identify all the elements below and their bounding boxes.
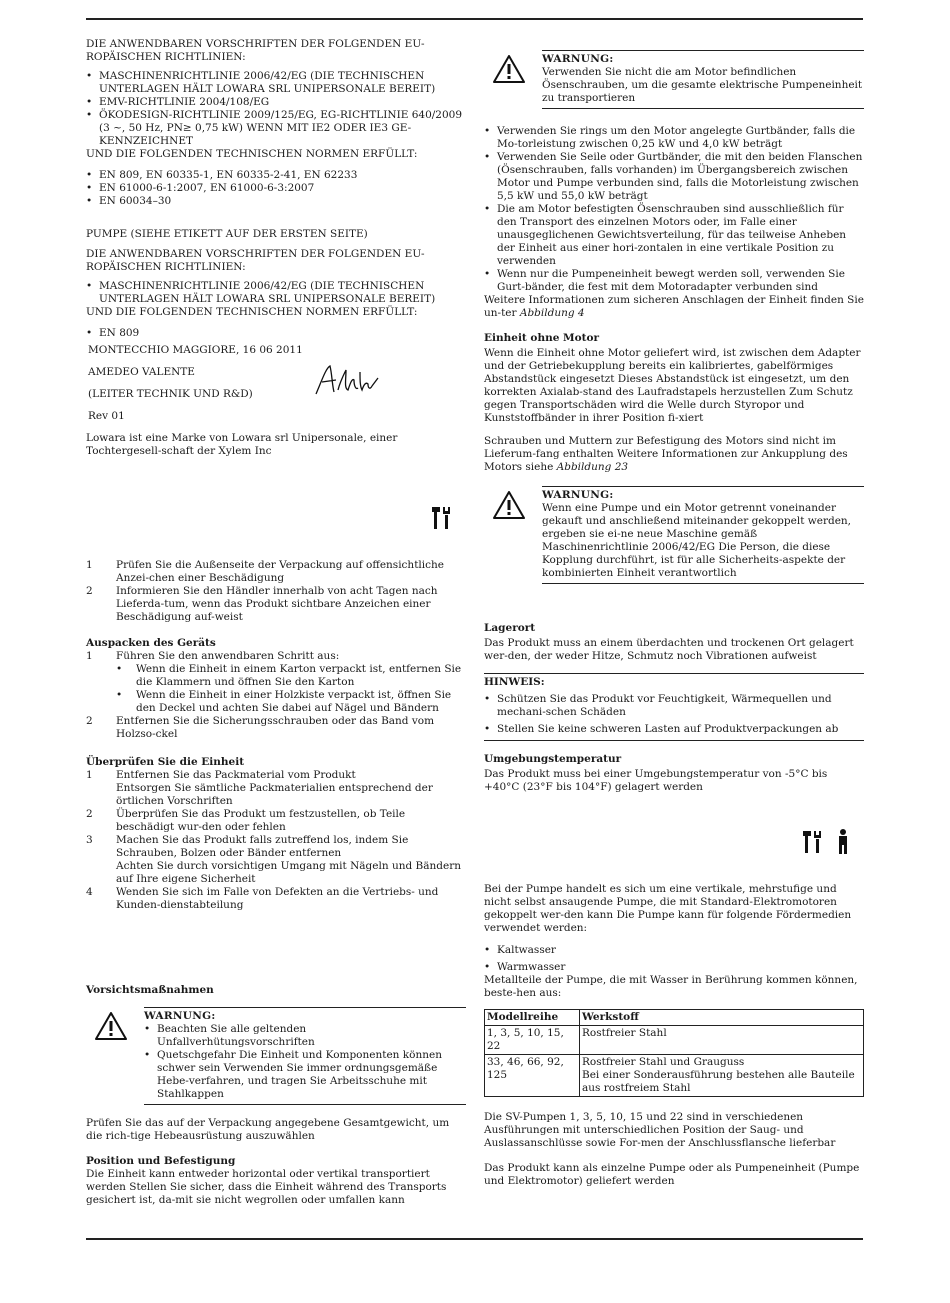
decl1-item: ÖKODESIGN-RICHTLINIE 2009/125/EG, EG-RICHTLINIE 640/2009 (3 ~, 50 Hz, PN≥ 0,75 kW) WENN MIT IE2 ODER IE3 GE-KENNZEICHNET xyxy=(99,109,463,147)
screws-text xyxy=(484,435,864,474)
position-text: Die Einheit kann entweder horizontal oder vertikal transportiert werden Stellen Sie sicher, dass die Einheit während des Transports gesichert ist, da-mit sie nicht wegrollen oder umfallen kann xyxy=(86,1168,447,1206)
ambient-heading: Umgebungstemperatur xyxy=(484,753,622,765)
list-item xyxy=(86,769,466,808)
unpack-heading: Auspacken des Geräts xyxy=(86,637,216,649)
position-heading: Position und Befestigung xyxy=(86,1155,236,1167)
left-column-lower xyxy=(86,559,466,912)
note-title: HINWEIS: xyxy=(484,676,545,688)
step-text: Entfernen Sie die Sicherungsschrauben oder das Band vom Holzso-ckel xyxy=(116,715,435,740)
lift-item: Verwenden Sie Seile oder Gurtbänder, die mit den beiden Flanschen (Ösenschrauben, falls vorhanden) im Übergangsbereich zwischen Motor und Pumpe verbunden sind, falls die Motorleistung zwischen 5,5 kW und 55,0 kW beträgt xyxy=(497,151,863,202)
list-item: 2 Entfernen Sie die Sicherungsschrauben oder das Band vom Holzso-ckel xyxy=(86,715,435,740)
column-header: Modellreihe xyxy=(485,1010,580,1026)
list-item xyxy=(86,96,466,109)
metal-text: Metallteile der Pumpe, die mit Wasser in Berührung kommen können, beste-hen aus: xyxy=(484,974,858,999)
tools-icon xyxy=(803,829,825,855)
list-item xyxy=(484,693,864,719)
supply-text: Das Produkt kann als einzelne Pumpe oder als Pumpeneinheit (Pumpe und Elektromotor) geliefert werden xyxy=(484,1162,860,1187)
media-item: Kaltwasser xyxy=(497,944,556,956)
step-text: Machen Sie das Produkt falls zutreffend los, indem Sie Schrauben, Bolzen oder Bänder entfernen xyxy=(116,834,409,859)
signer-role: (LEITER TECHNIK UND R&D) xyxy=(88,388,253,400)
list-item xyxy=(86,70,466,96)
list-item xyxy=(86,195,466,208)
decl1-item: MASCHINENRICHTLINIE 2006/42/EG (DIE TECHNISCHEN UNTERLAGEN HÄLT LOWARA SRL UNIPERSONALE BEREIT) xyxy=(99,70,436,95)
variants-text: Die SV-Pumpen 1, 3, 5, 10, 15 und 22 sind in verschiedenen Ausführungen mit unterschiedlichen Position der Saug- und Auslassanschlüsse sowie For-men der Anschlussflansche lieferbar xyxy=(484,1111,836,1149)
nomotor-text: Wenn die Einheit ohne Motor geliefert wird, ist zwischen dem Adapter und der Getriebekupplung bereits ein kalibriertes, gabelförmiges Abstandstück eingesetzt Dieses Abstandstück ist eingesetzt, um den korrekten Axialab-stand des Laufradstapels herzustellen Zum Schutz gegen Transportschäden wird die Welle durch Styropor und Kunststoffbänder in ihrer Position fi-xiert xyxy=(484,347,861,424)
step-text: Überprüfen Sie das Produkt um festzustellen, ob Teile beschädigt wur-den oder fehlen xyxy=(116,808,406,833)
table-cell: Rostfreier Stahl xyxy=(580,1026,864,1055)
figure-ref-link[interactable]: Abbildung 23 xyxy=(556,461,629,473)
top-rule xyxy=(86,18,863,20)
weight-note: Prüfen Sie das auf der Verpackung angegebene Gesamtgewicht, um die rich-tige Hebeausrüstung auszuwählen xyxy=(86,1117,450,1142)
decl2-intro: DIE ANWENDBAREN VORSCHRIFTEN DER FOLGENDEN EU-ROPÄISCHEN RICHTLINIEN: xyxy=(86,248,425,273)
list-item xyxy=(86,834,466,886)
table-row xyxy=(485,1055,864,1097)
list-item xyxy=(86,585,466,624)
lift-more-text xyxy=(484,294,864,320)
warning-icon xyxy=(492,54,526,84)
step-extra: Entsorgen Sie sämtliche Packmaterialien entsprechend der örtlichen Vorschriften xyxy=(116,782,433,807)
note-box xyxy=(484,673,864,741)
inspect-heading: Überprüfen Sie die Einheit xyxy=(86,756,245,768)
warning-item: Beachten Sie alle geltenden Unfallverhütungsvorschriften xyxy=(157,1023,315,1048)
figure-ref-link[interactable]: Abbildung 4 xyxy=(519,307,585,319)
list-item xyxy=(144,1023,466,1049)
table-row xyxy=(485,1026,864,1055)
norm-item: EN 61000-6-1:2007, EN 61000-6-3:2007 xyxy=(99,182,315,194)
precautions-section xyxy=(86,984,466,1207)
note-item: Schützen Sie das Produkt vor Feuchtigkeit, Wärmequellen und mechani-schen Schäden xyxy=(497,693,832,718)
step-number: 2 xyxy=(86,808,93,820)
norm-item: EN 60034–30 xyxy=(99,195,172,207)
signature-image xyxy=(312,360,382,400)
step-text: Entfernen Sie das Packmaterial vom Produkt xyxy=(116,769,356,781)
warning-box xyxy=(86,1007,466,1105)
left-column xyxy=(86,38,466,458)
storage-section xyxy=(484,622,864,794)
warning-title: WARNUNG: xyxy=(542,53,614,65)
material-table xyxy=(484,1009,864,1097)
decl1-intro: DIE ANWENDBAREN VORSCHRIFTEN DER FOLGENDEN EU-ROPÄISCHEN RICHTLINIEN: xyxy=(86,38,425,63)
sub-step-text: Wenn die Einheit in einer Holzkiste verpackt ist, öffnen Sie den Deckel und achten Sie dabei auf Nägel und Bändern xyxy=(136,689,452,714)
material-main: Rostfreier Stahl und Grauguss xyxy=(582,1056,745,1068)
list-item xyxy=(86,327,466,340)
step-extra: Achten Sie durch vorsichtigen Umgang mit Nägeln und Bändern auf Ihre eigene Sicherheit xyxy=(116,860,461,885)
list-item xyxy=(484,151,864,203)
norm-item: EN 809, EN 60335-1, EN 60335-2-41, EN 62233 xyxy=(99,169,358,181)
warning-text: Verwenden Sie nicht die am Motor befindlichen Ösenschrauben, um die gesamte elektrische Pumpeneinheit zu transportieren xyxy=(542,66,863,104)
storage-text: Das Produkt muss an einem überdachten und trockenen Ort gelagert wer-den, der weder Hitze, Schmutz noch Vibrationen aufweist xyxy=(484,637,854,662)
tools-icon xyxy=(432,505,454,531)
lift-item: Verwenden Sie rings um den Motor angelegte Gurtbänder, falls die Mo-torleistung zwischen 0,25 kW und 4,0 kW beträgt xyxy=(497,125,856,150)
brand-note: Lowara ist eine Marke von Lowara srl Unipersonale, einer Tochtergesell-schaft der Xylem Inc xyxy=(86,432,398,457)
storage-heading: Lagerort xyxy=(484,622,536,634)
warning-text: Wenn eine Pumpe und ein Motor getrennt voneinander gekauft und anschließend miteinander gekoppelt werden, ergeben sie ei-ne neue Maschine gemäß Maschinenrichtlinie 2006/42/EG Die Person, die diese Kopplung durchführt, ist für alle Sicherheits-aspekte der kombinierten Einheit verantwortlich xyxy=(542,502,852,579)
list-item xyxy=(86,280,466,306)
warning-box xyxy=(484,486,864,584)
table-cell xyxy=(580,1055,864,1097)
list-item xyxy=(86,559,466,585)
ambient-text: Das Produkt muss bei einer Umgebungstemperatur von -5°C bis +40°C (23°F bis 104°F) gelagert werden xyxy=(484,768,828,793)
step-number: 1 xyxy=(86,769,93,781)
step-text: Informieren Sie den Händler innerhalb von acht Tagen nach Lieferda-tum, wenn das Produkt sichtbare Anzeichen einer Beschädigung auf-weist xyxy=(116,585,438,623)
lift-more: Weitere Informationen zum sicheren Anschlagen der Einheit finden Sie un-ter xyxy=(484,294,864,319)
step-number: 4 xyxy=(86,886,93,898)
right-column xyxy=(484,50,864,584)
list-item xyxy=(484,961,864,974)
list-item xyxy=(484,125,864,151)
step-number: 2 xyxy=(86,585,93,597)
list-item xyxy=(86,182,466,195)
table-cell: 33, 46, 66, 92, 125 xyxy=(485,1055,580,1097)
list-item: 1 Führen Sie den anwendbaren Schritt aus: xyxy=(86,650,340,662)
step-number: 1 xyxy=(86,559,93,571)
list-item xyxy=(484,203,864,268)
decl1-norms-intro: UND DIE FOLGENDEN TECHNISCHEN NORMEN ERFÜLLT: xyxy=(86,148,418,160)
list-item xyxy=(484,268,864,294)
precaution-heading: Vorsichtsmaßnahmen xyxy=(86,984,214,996)
list-item xyxy=(86,689,466,715)
list-item xyxy=(144,1049,466,1101)
warning-item: Quetschgefahr Die Einheit und Komponenten können schwer sein Verwenden Sie immer ordnungsgemäße Hebe-verfahren, und tragen Sie Arbeitsschuhe mit Stahlkappen xyxy=(157,1049,442,1100)
table-cell: 1, 3, 5, 10, 15, 22 xyxy=(485,1026,580,1055)
material-note: Bei einer Sonderausführung bestehen alle Bauteile aus rostfreiem Stahl xyxy=(582,1069,855,1094)
sub-step-text: Wenn die Einheit in einem Karton verpackt ist, entfernen Sie die Klammern und öffnen Sie den Karton xyxy=(136,663,462,688)
lift-item: Die am Motor befestigten Ösenschrauben sind ausschließlich für den Transport des einzelnen Motors oder, im Falle einer unausgeglichenen Gewichtsverteilung, für das teilweise Anheben der Einheit aus einer hori-zontalen in eine vertikale Position zu verwenden xyxy=(497,203,847,267)
list-item xyxy=(86,886,466,912)
step-text: Prüfen Sie die Außenseite der Verpackung auf offensichtliche Anzei-chen einer Beschädigung xyxy=(116,559,444,584)
person-icon xyxy=(836,829,850,855)
lift-item: Wenn nur die Pumpeneinheit bewegt werden soll, verwenden Sie Gurt-bänder, die fest mit dem Motoradapter verbunden sind xyxy=(497,268,845,293)
column-header: Werkstoff xyxy=(580,1010,864,1026)
list-item xyxy=(484,944,864,957)
desc-text: Bei der Pumpe handelt es sich um eine vertikale, mehrstufige und nicht selbst ansaugende Pumpe, die mit Standard-Elektromotoren gekoppelt wer-den kann Die Pumpe kann für folgende Fördermedien verwendet werden: xyxy=(484,883,852,934)
media-item: Warmwasser xyxy=(497,961,566,973)
decl1-item: EMV-RICHTLINIE 2004/108/EG xyxy=(99,96,270,108)
step-text: Führen Sie den anwendbaren Schritt aus: xyxy=(116,650,340,662)
step-number: 3 xyxy=(86,834,93,846)
list-item xyxy=(86,808,466,834)
decl2-item: MASCHINENRICHTLINIE 2006/42/EG (DIE TECHNISCHEN UNTERLAGEN HÄLT LOWARA SRL UNIPERSONALE BEREIT) xyxy=(99,280,436,305)
place-date: MONTECCHIO MAGGIORE, 16 06 2011 xyxy=(88,344,303,356)
norm-item: EN 809 xyxy=(99,327,140,339)
warning-title: WARNUNG: xyxy=(144,1010,216,1022)
bottom-rule xyxy=(86,1238,863,1240)
description-section xyxy=(484,883,864,1188)
nomotor-heading: Einheit ohne Motor xyxy=(484,332,600,344)
revision: Rev 01 xyxy=(88,410,125,422)
pump-label: PUMPE (SIEHE ETIKETT AUF DER ERSTEN SEITE) xyxy=(86,228,368,240)
decl2-norms-intro: UND DIE FOLGENDEN TECHNISCHEN NORMEN ERFÜLLT: xyxy=(86,306,418,318)
signer-name: AMEDEO VALENTE xyxy=(88,366,195,378)
warning-box xyxy=(484,50,864,109)
list-item xyxy=(86,663,466,689)
step-text: Wenden Sie sich im Falle von Defekten an die Vertriebs- und Kunden-dienstabteilung xyxy=(116,886,439,911)
note-item: Stellen Sie keine schweren Lasten auf Produktverpackungen ab xyxy=(497,723,839,735)
warning-icon xyxy=(94,1011,128,1041)
list-item xyxy=(86,109,466,148)
list-item xyxy=(86,169,466,182)
warning-title: WARNUNG: xyxy=(542,489,614,501)
warning-icon xyxy=(492,490,526,520)
screws: Schrauben und Muttern zur Befestigung des Motors sind nicht im Lieferum-fang enthalten Weitere Informationen zur Ankupplung des Motors siehe xyxy=(484,435,848,473)
list-item xyxy=(484,723,864,736)
